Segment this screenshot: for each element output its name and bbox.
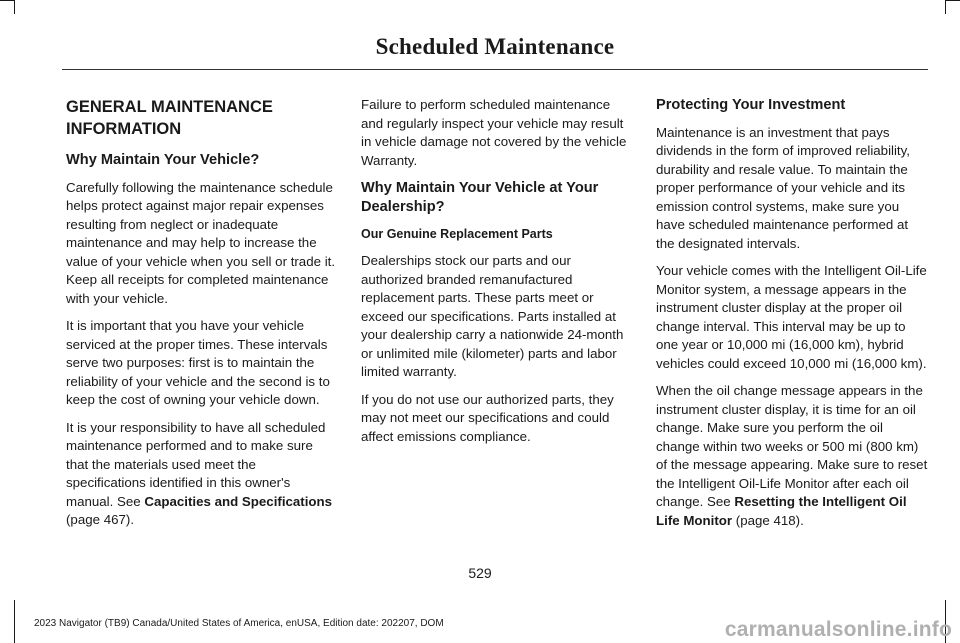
- footer-edition-info: 2023 Navigator (TB9) Canada/United States of America, enUSA, Edition date: 202207, DOM: [34, 618, 444, 629]
- paragraph: Carefully following the maintenance schedule helps protect against major repair expenses resulting from neglect or inadequate maintenance and may help to increase the value of your vehicle when you sell or trade it. Keep all receipts for completed maintenance with your vehicle.: [66, 179, 336, 306]
- crop-mark: [0, 0, 14, 1]
- watermark-logo: carmanualsonline.info: [724, 618, 952, 641]
- subheading-investment: Protecting Your Investment: [656, 97, 846, 113]
- subheading-why-maintain: Why Maintain Your Vehicle?: [66, 152, 260, 168]
- paragraph: Your vehicle comes with the Intelligent Oil-Life Monitor system, a message appears in the instrument cluster display at the proper oil change interval. This interval may be up to one year or 10,000 mi (16,000 km), hybrid vehicles could exceed 10,000 mi (16,000 km).: [656, 263, 927, 371]
- column-right: [656, 96, 928, 539]
- cross-reference-link[interactable]: Resetting the Intelligent Oil Life Monitor: [656, 494, 907, 528]
- paragraph: [656, 382, 928, 530]
- subheading-dealership: Why Maintain Your Vehicle at Your Dealership?: [361, 180, 599, 215]
- crop-mark: [945, 0, 946, 14]
- crop-mark: [14, 600, 15, 643]
- header-divider: [62, 69, 928, 70]
- section-heading: [66, 96, 338, 140]
- column-left: [66, 96, 338, 539]
- page-reference: (page 467).: [66, 512, 135, 527]
- paragraph: If you do not use our authorized parts, they may not meet our specifications and could affect emissions compliance.: [361, 391, 614, 444]
- paragraph: [66, 419, 338, 530]
- page-reference: (page 418).: [735, 512, 804, 528]
- page-title: Scheduled Maintenance: [375, 34, 615, 59]
- section-heading-line1: GENERAL MAINTENANCE: [66, 98, 273, 116]
- cross-reference-link[interactable]: Capacities and Specifications: [144, 493, 333, 509]
- column-middle: [361, 96, 633, 455]
- paragraph-text: When the oil change message appears in the instrument cluster display, it is time for an oil change. Make sure you perform the oil change within two weeks or 500 mi (800 km) of the message appearing. Make sure to reset the Intelligent Oil-Life Monitor after each oil change. See: [656, 383, 928, 509]
- paragraph: Maintenance is an investment that pays dividends in the form of improved reliability, durability and resale value. To maintain the proper performance of your vehicle and its emission control systems, make sure you have scheduled maintenance performed at the designated intervals.: [656, 124, 910, 251]
- page-number: 529: [468, 565, 492, 581]
- paragraph-text: It is your responsibility to have all scheduled maintenance performed and to make sure that the materials used meet the specifications identified in this owner's manual. See: [66, 419, 326, 509]
- subsubheading-genuine-parts: Our Genuine Replacement Parts: [361, 227, 553, 241]
- paragraph: It is important that you have your vehicle serviced at the proper times. These intervals serve two purposes: first is to maintain the reliability of your vehicle and the second is to keep the cost of owning your vehicle down.: [66, 318, 330, 407]
- crop-mark: [14, 0, 15, 14]
- paragraph: Dealerships stock our parts and our authorized branded remanufactured replacement parts. These parts meet or exceed our specifications. Parts installed at your dealership carry a nationwide 24-month or unlimited mile (kilometer) parts and labor limited warranty.: [361, 253, 624, 379]
- section-heading-line2: INFORMATION: [66, 120, 182, 138]
- crop-mark: [946, 0, 960, 1]
- paragraph: Failure to perform scheduled maintenance and regularly inspect your vehicle may result in vehicle damage not covered by the vehicle Warranty.: [361, 97, 627, 168]
